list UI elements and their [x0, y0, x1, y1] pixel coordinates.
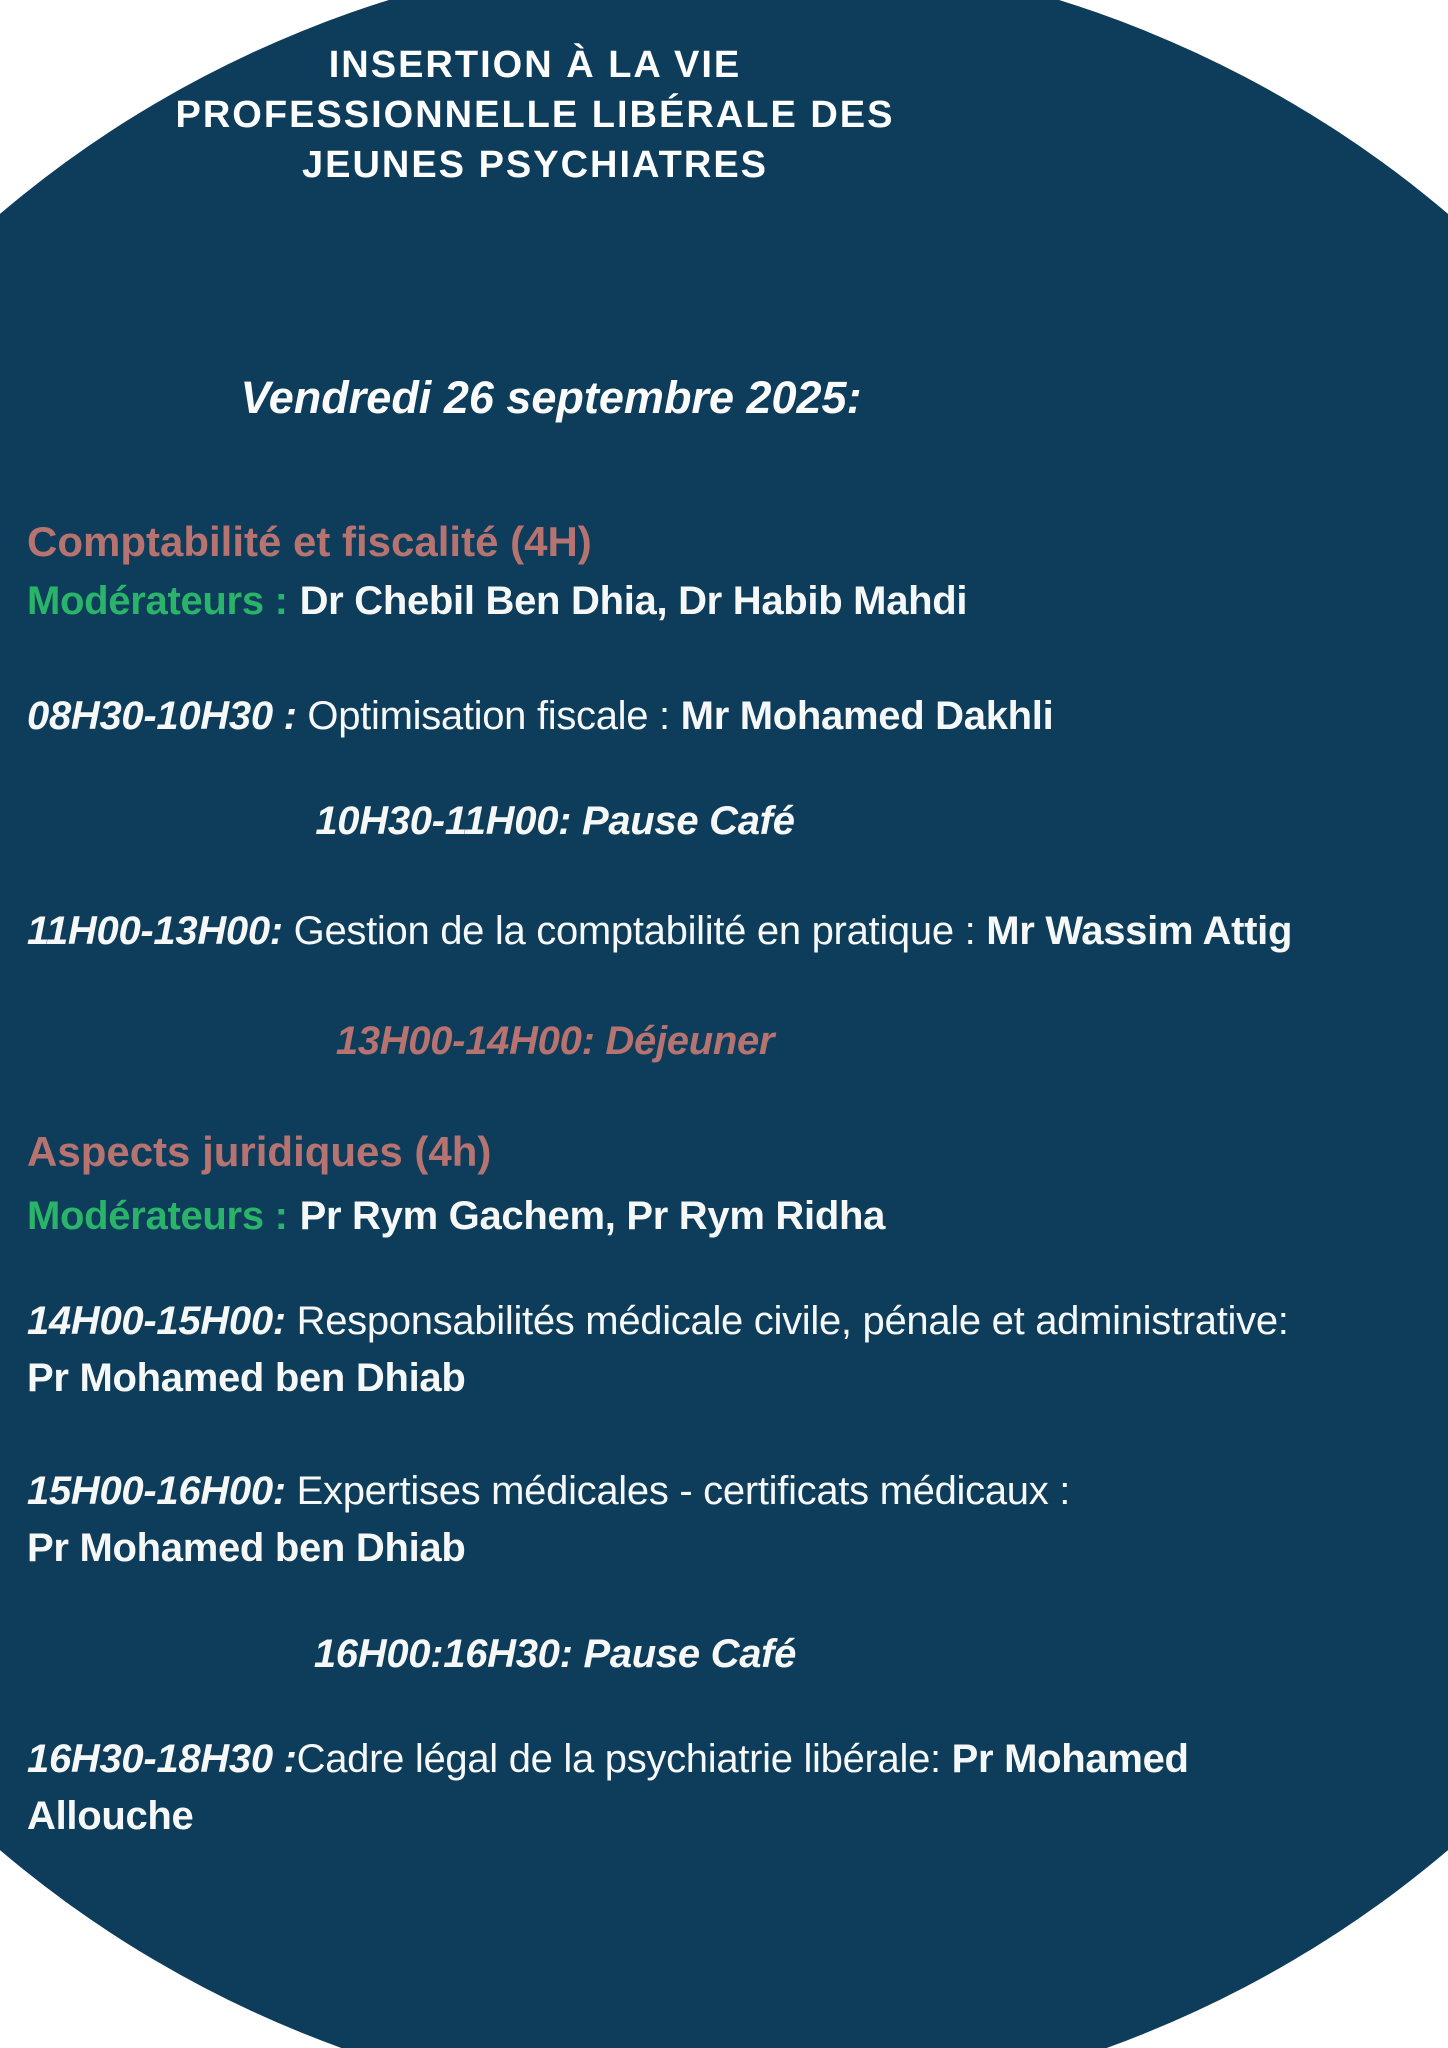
- session-description: Gestion de la comptabilité en pratique :: [293, 909, 987, 953]
- moderators-line: [27, 573, 1423, 630]
- schedule-item: [27, 903, 1423, 960]
- speaker-name: Pr Mohamed ben Dhiab: [27, 1526, 466, 1570]
- break-announcement: 10H30-11H00: Pause Café: [315, 799, 795, 843]
- moderators-label: Modérateurs :: [27, 579, 288, 623]
- schedule-item: [27, 1731, 1423, 1845]
- session-description: Cadre légal de la psychiatrie libérale:: [296, 1737, 952, 1781]
- speaker-name: Pr Mohamed ben Dhiab: [27, 1356, 466, 1400]
- break-announcement: 16H00:16H30: Pause Café: [313, 1632, 797, 1676]
- time-range: 08H30-10H30 :: [27, 694, 308, 738]
- session-heading: Comptabilité et fiscalité (4H): [27, 518, 592, 565]
- schedule-item: [27, 1293, 1423, 1407]
- speaker-name: Mr Mohamed Dakhli: [680, 694, 1054, 738]
- title-line: JEUNES PSYCHIATRES: [301, 144, 769, 186]
- moderators-names: Pr Rym Gachem, Pr Rym Ridha: [299, 1194, 886, 1238]
- moderators-label: Modérateurs :: [27, 1194, 288, 1238]
- break-announcement: 13H00-14H00: Déjeuner: [335, 1019, 775, 1063]
- schedule: [27, 0, 1423, 2048]
- title-line: PROFESSIONNELLE LIBÉRALE DES: [175, 94, 895, 136]
- speaker-name: Mr Wassim Attig: [986, 909, 1293, 953]
- schedule-item: [27, 1463, 1423, 1577]
- time-range: 11H00-13H00:: [27, 909, 294, 953]
- time-range: 15H00-16H00:: [27, 1469, 297, 1513]
- session-description: Expertises médicales - certificats médicaux :: [296, 1469, 1071, 1513]
- moderators-names: Dr Chebil Ben Dhia, Dr Habib Mahdi: [299, 579, 968, 623]
- moderators-line: [27, 1188, 1423, 1245]
- time-range: 16H30-18H30 :: [27, 1737, 297, 1781]
- title-line: INSERTION À LA VIE: [328, 44, 742, 86]
- session-heading: Aspects juridiques (4h): [27, 1128, 492, 1175]
- speaker-name: Pr Mohamed: [951, 1737, 1189, 1781]
- speaker-name: Allouche: [27, 1794, 194, 1838]
- schedule-item: [27, 688, 1423, 745]
- time-range: 14H00-15H00:: [27, 1299, 297, 1343]
- session-description: Optimisation fiscale :: [307, 694, 681, 738]
- session-description: Responsabilités médicale civile, pénale et administrative:: [296, 1299, 1289, 1343]
- date-heading: Vendredi 26 septembre 2025:: [240, 372, 862, 423]
